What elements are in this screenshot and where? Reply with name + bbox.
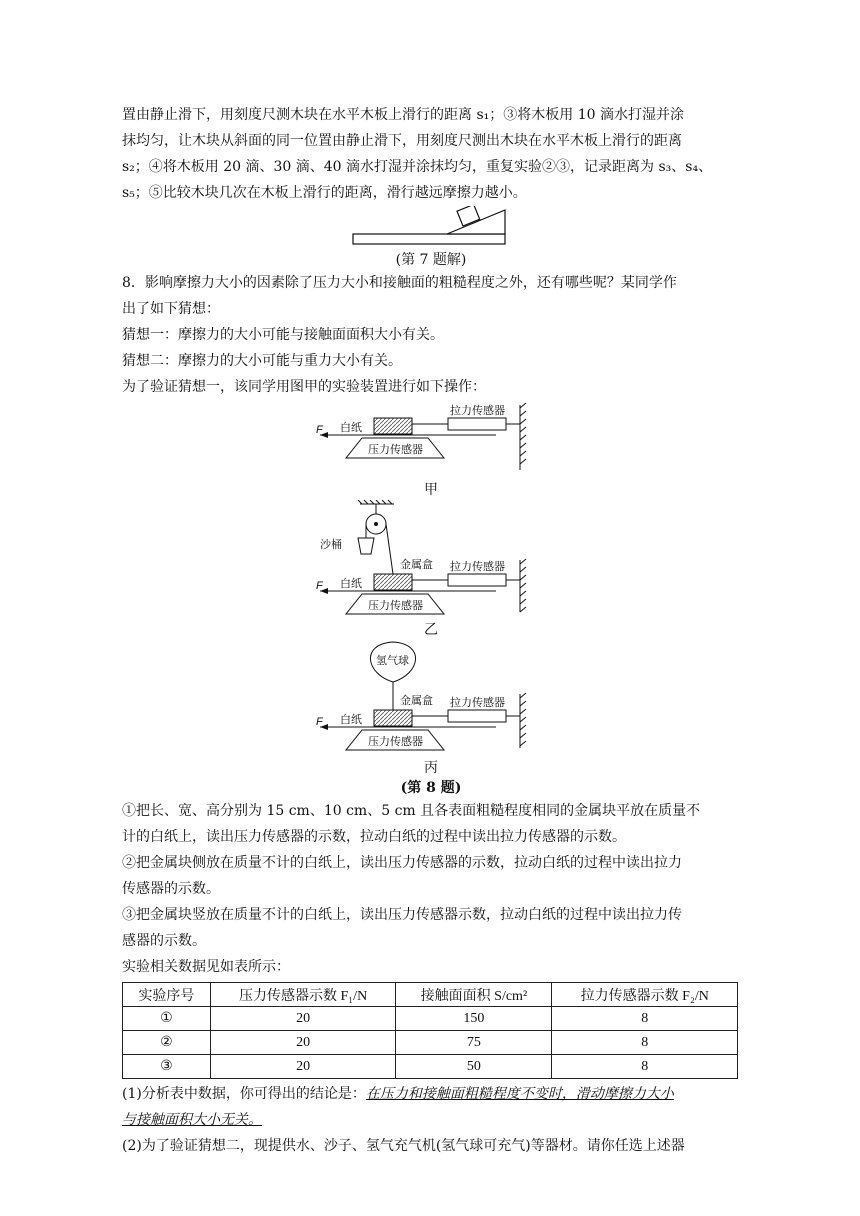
table-row [123,1007,738,1031]
table-cell: 75 [396,1031,552,1055]
force-f-label: F [316,424,323,436]
verify-intro: 为了验证猜想一，该同学用图甲的实验装置进行如下操作： [122,379,486,395]
table-cell: 8 [552,1055,738,1079]
pressure-sensor-label: 压力传感器 [368,600,423,612]
step-two: ②把金属块侧放在质量不计的白纸上，读出压力传感器的示数，拉动白纸的过程中读出拉力 [122,855,682,871]
table-cell: ② [123,1031,211,1055]
answer-one-prefix: (1)分析表中数据，你可得出的结论是： [122,1086,366,1102]
q7-text-line: s₂；④将木板用 20 滴、30 滴、40 滴水打湿并涂抹均匀，重复实验②③，记录距离为 s₃、s₄、 [122,159,713,175]
figure-yi-label: 乙 [424,622,438,638]
figure-jia-label: 甲 [424,482,438,498]
tension-sensor-label: 拉力传感器 [450,561,505,573]
table-row [123,1031,738,1055]
pressure-sensor-label: 压力传感器 [368,444,423,456]
table-header-row [123,983,738,1007]
paper-label: 白纸 [340,578,362,590]
figure-jia [316,400,546,480]
figure-8-caption: (第 8 题) [400,780,462,796]
paper-label: 白纸 [340,714,362,726]
step-three: 感器的示数。 [122,933,206,949]
q7-text-line: 置由静止滑下，用刻度尺测木块在水平木板上滑行的距离 s₁；③将木板用 10 滴水打湿并涂 [122,107,684,123]
table-cell: 20 [210,1007,395,1031]
figure-yi [316,500,546,620]
force-f-label: F [316,580,323,592]
guess-two: 猜想二：摩擦力的大小可能与重力大小有关。 [122,353,402,369]
incline-figure [351,206,511,250]
table-header-cell: 实验序号 [123,983,211,1007]
metal-box-label: 金属盒 [400,559,433,571]
table-header-cell: 拉力传感器示数 F₂/N [552,983,738,1007]
tension-sensor-label: 拉力传感器 [450,405,505,417]
force-f-label: F [316,716,323,728]
table-header-cell: 接触面面积 S/cm² [396,983,552,1007]
table-row [123,1055,738,1079]
table-cell: 8 [552,1007,738,1031]
q7-text-line: s₅；⑤比较木块几次在木板上滑行的距离，滑行越远摩擦力越小。 [122,185,527,201]
q8-intro: 8．影响摩擦力大小的因素除了压力大小和接触面的粗糙程度之外，还有哪些呢？某同学作 [122,275,677,291]
table-cell: ③ [123,1055,211,1079]
figure-bing-label: 丙 [424,760,438,776]
metal-box-label: 金属盒 [400,695,433,707]
table-cell: 50 [396,1055,552,1079]
sand-bucket-label: 沙桶 [320,539,342,551]
table-cell: 150 [396,1007,552,1031]
data-table [122,982,738,1079]
step-one: 计的白纸上，读出压力传感器的示数，拉动白纸的过程中读出拉力传感器的示数。 [122,829,626,845]
pressure-sensor-label: 压力传感器 [368,736,423,748]
step-three: ③把金属块竖放在质量不计的白纸上，读出压力传感器示数，拉动白纸的过程中读出拉力传 [122,907,682,923]
q8-intro: 出了如下猜想： [122,301,220,317]
answer-one-text: 在压力和接触面粗糙程度不变时，滑动摩擦力大小 [365,1086,674,1102]
guess-one: 猜想一：摩擦力的大小可能与接触面面积大小有关。 [122,327,444,343]
answer-one-text: 与接触面积大小无关。 [122,1112,262,1128]
paper-label: 白纸 [340,422,362,434]
table-cell: ① [123,1007,211,1031]
table-intro: 实验相关数据见如表所示： [122,959,290,975]
question-two: (2)为了验证猜想二，现提供水、沙子、氢气充气机(氢气球可充气)等器材。请你任选上述器 [122,1138,685,1154]
step-two: 传感器的示数。 [122,881,220,897]
figure-7-caption: (第 7 题解) [395,252,467,268]
q7-text-line: 抹均匀，让木块从斜面的同一位置由静止滑下，用刻度尺测出木块在水平木板上滑行的距离 [122,133,682,149]
answer-one [122,1081,740,1107]
table-cell: 20 [210,1055,395,1079]
figure-bing [316,640,546,758]
table-cell: 20 [210,1031,395,1055]
step-one: ①把长、宽、高分别为 15 cm、10 cm、5 cm 且各表面粗糙程度相同的金属块平放在质量不 [122,803,701,819]
document-page [122,102,740,1159]
table-cell: 8 [552,1031,738,1055]
balloon-label: 氢气球 [376,655,409,667]
tension-sensor-label: 拉力传感器 [450,697,505,709]
table-header-cell: 压力传感器示数 F₁/N [210,983,395,1007]
